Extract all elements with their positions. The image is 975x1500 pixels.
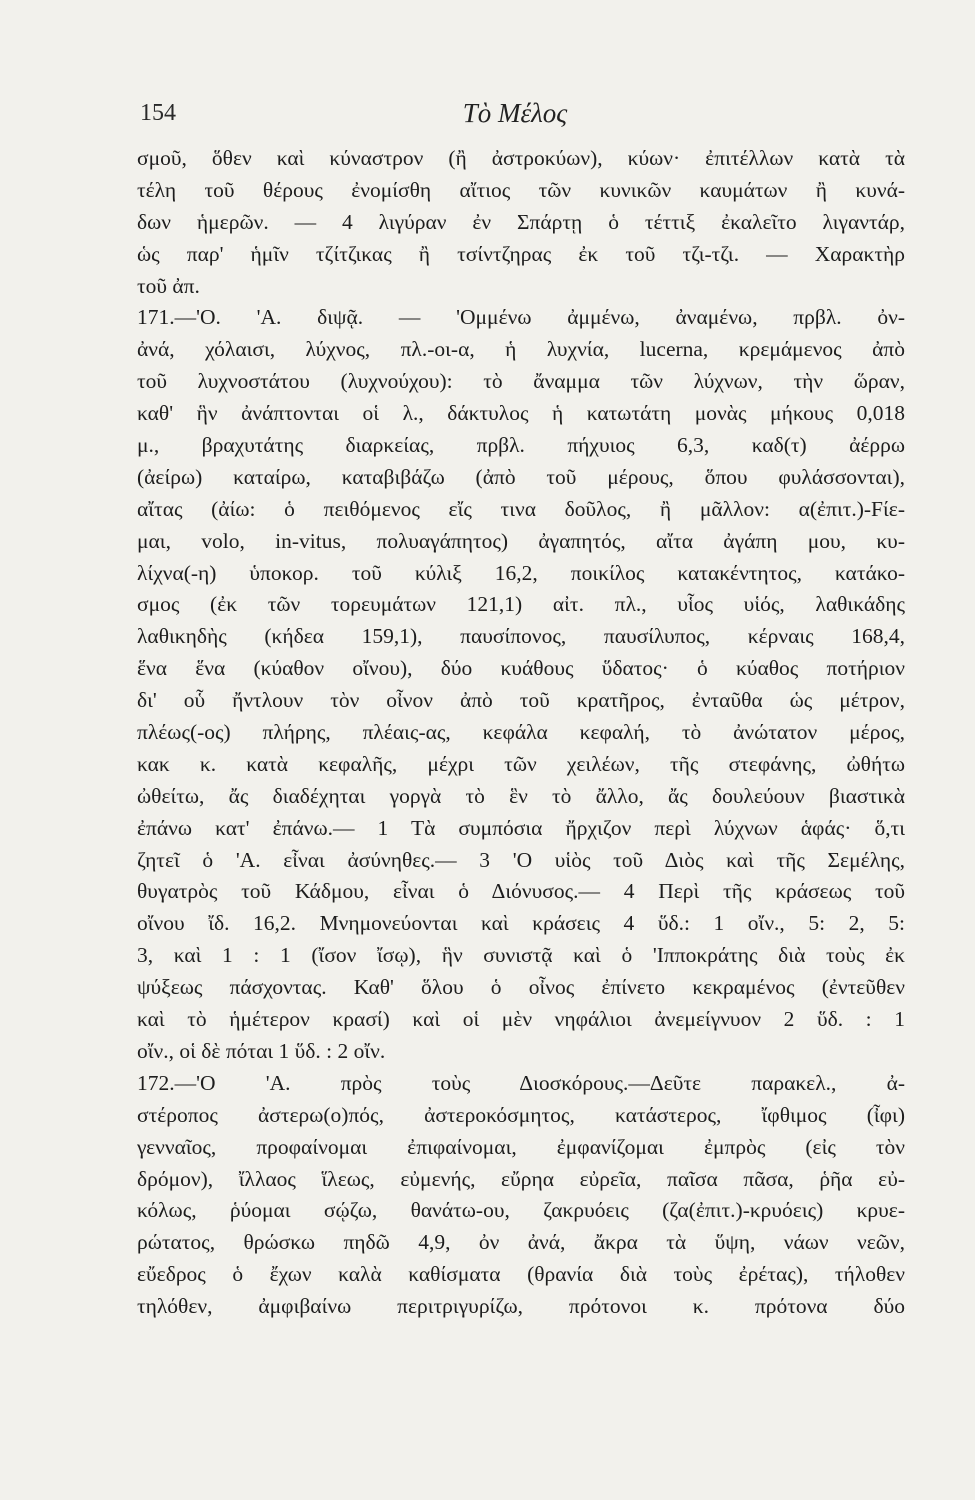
text-line: σμος (ἐκ τῶν τορευμάτων 121,1) αἰτ. πλ., υἷος υἱός, λαθικάδης [137, 592, 905, 617]
text-line: πλέως(-ος) πλήρης, πλέαις-ας, κεφάλα κεφαλή, τὸ ἀνώτατον μέρος, [137, 720, 905, 745]
text-line: ἐπάνω κατ' ἐπάνω.— 1 Τὰ συμπόσια ἤρχιζον περὶ λύχνων ἁφάς· ὅ,τι [137, 815, 905, 840]
running-title: Τὸ Μέλος [462, 98, 568, 128]
commentary-text [137, 143, 905, 1323]
text-line: λαθικηδὴς (κήδεα 159,1), παυσίπονος, παυσίλυπος, κέρναις 168,4, [137, 624, 905, 649]
text-line: μ., βραχυτάτης διαρκείας, πρβλ. πήχυιος 6,3, καδ(τ) ἀέρρω [137, 433, 905, 458]
text-line: κόλως, ῥύομαι σῴζω, θανάτω-ου, ζακρυόεις (ζα(ἐπιτ.)-κρυόεις) κρυε- [137, 1198, 905, 1223]
text-line: καὶ τὸ ἡμέτερον κρασί) καὶ οἱ μὲν νηφάλιοι ἀνεμείγνυον 2 ὕδ. : 1 [137, 1007, 905, 1032]
text-line: ὠθείτω, ἄς διαδέχηται γοργὰ τὸ ἓν τὸ ἄλλο, ἄς δουλεύουν βιαστικὰ [137, 783, 905, 808]
text-line: ζητεῖ ὁ 'Α. εἶναι ἀσύνηθες.— 3 'Ο υἱὸς τοῦ Διὸς καὶ τῆς Σεμέλης, [137, 847, 905, 872]
text-line: τοῦ ἀπ. [137, 273, 200, 298]
page-number: 154 [140, 100, 176, 126]
text-line: ἀνά, χόλαισι, λύχνος, πλ.-οι-α, ἡ λυχνία, lucerna, κρεμάμενος ἀπὸ [137, 337, 905, 362]
text-line: στέροπος ἀστερω(ο)πός, ἀστεροκόσμητος, κατάστερος, ἴφθιμος (ἶφι) [137, 1102, 905, 1127]
text-line: γενναῖος, προφαίνομαι ἐπιφαίνομαι, ἐμφανίζομαι ἐμπρὸς (εἰς τὸν [137, 1134, 905, 1159]
page-header [140, 92, 890, 132]
text-line: ρώτατος, θρώσκω πηδῶ 4,9, ὀν ἀνά, ἄκρα τὰ ὕψη, νάων νεῶν, [137, 1230, 905, 1255]
text-line: οἴνου ἴδ. 16,2. Μνημονεύονται καὶ κράσεις 4 ὕδ.: 1 οἴν., 5: 2, 5: [137, 911, 905, 936]
text-line: δρόμον), ἴλλαος ἵλεως, εὐμενής, εὔρηα εὐρεῖα, παῖσα πᾶσα, ῥῆα εὐ- [137, 1166, 905, 1191]
text-line: εὔεδρος ὁ ἔχων καλὰ καθίσματα (θρανία διὰ τοὺς ἐρέτας), τήλοθεν [137, 1262, 905, 1287]
text-line: οἴν., οἱ δὲ πόται 1 ὕδ. : 2 οἴν. [137, 1038, 386, 1063]
section-172-heading-line: 172.—'Ο 'Α. πρὸς τοὺς Διοσκόρους.—Δεῦτε παρακελ., ἀ- [137, 1070, 905, 1095]
text-line: 3, καὶ 1 : 1 (ἴσον ἴσῳ), ἣν συνιστᾷ καὶ ὁ 'Ιπποκράτης διὰ τοὺς ἐκ [137, 943, 905, 968]
text-line: σμοῦ, ὅθεν καὶ κύναστρον (ἢ ἀστροκύων), κύων· ἐπιτέλλων κατὰ τὰ [137, 146, 905, 170]
text-line: λίχνα(-η) ὑποκορ. τοῦ κύλιξ 16,2, ποικίλος κατακέντητος, κατάκο- [137, 560, 905, 585]
text-line: τοῦ λυχνοστάτου (λυχνούχου): τὸ ἄναμμα τῶν λύχνων, τὴν ὥραν, [137, 369, 905, 394]
text-line: τηλόθεν, ἀμφιβαίνω περιτριγυρίζω, πρότονοι κ. πρότονα δύο [137, 1294, 905, 1319]
text-line: καθ' ἣν ἀνάπτονται οἱ λ., δάκτυλος ἡ κατωτάτη μονὰς μήκους 0,018 [137, 401, 905, 426]
text-line: μαι, volo, in-vitus, πολυαγάπητος) ἀγαπητός, αἴτα ἀγάπη μου, κυ- [137, 528, 905, 553]
text-line: (ἀείρω) καταίρω, καταβιβάζω (ἀπὸ τοῦ μέρους, ὅπου φυλάσσονται), [137, 464, 905, 489]
text-line: ὡς παρ' ἡμῖν τζίτζικας ἢ τσίντζηρας ἐκ τοῦ τζι-τζι. — Χαρακτὴρ [137, 241, 905, 266]
text-line: ἕνα ἕνα (κύαθον οἴνου), δύο κυάθους ὕδατος· ὁ κύαθος ποτήριον [137, 656, 905, 681]
section-171-heading-line: 171.—'Ο. 'Α. διψᾷ. — 'Ομμένω ἀμμένω, ἀναμένω, πρβλ. ὀν- [137, 305, 905, 330]
text-line: ψύξεως πάσχοντας. Καθ' ὅλου ὁ οἶνος ἐπίνετο κεκραμένος (ἐντεῦθεν [137, 975, 905, 1000]
text-line: δων ἡμερῶν. — 4 λιγύραν ἐν Σπάρτῃ ὁ τέττιξ ἐκαλεῖτο λιγαντάρ, [137, 209, 905, 234]
text-line: δι' οὗ ἤντλουν τὸν οἶνον ἀπὸ τοῦ κρατῆρος, ἐνταῦθα ὡς μέτρον, [137, 688, 905, 713]
text-line: θυγατρὸς τοῦ Κάδμου, εἶναι ὁ Διόνυσος.— 4 Περὶ τῆς κράσεως τοῦ [137, 879, 905, 904]
text-line: κακ κ. κατὰ κεφαλῆς, μέχρι τῶν χειλέων, τῆς στεφάνης, ὠθήτω [137, 751, 905, 776]
text-line: αἴτας (ἀίω: ὁ πειθόμενος εἴς τινα δοῦλος, ἢ μᾶλλον: α(ἐπιτ.)-Fίε- [137, 496, 905, 521]
text-line: τέλη τοῦ θέρους ἐνομίσθη αἴτιος τῶν κυνικῶν καυμάτων ἢ κυνά- [137, 177, 905, 202]
